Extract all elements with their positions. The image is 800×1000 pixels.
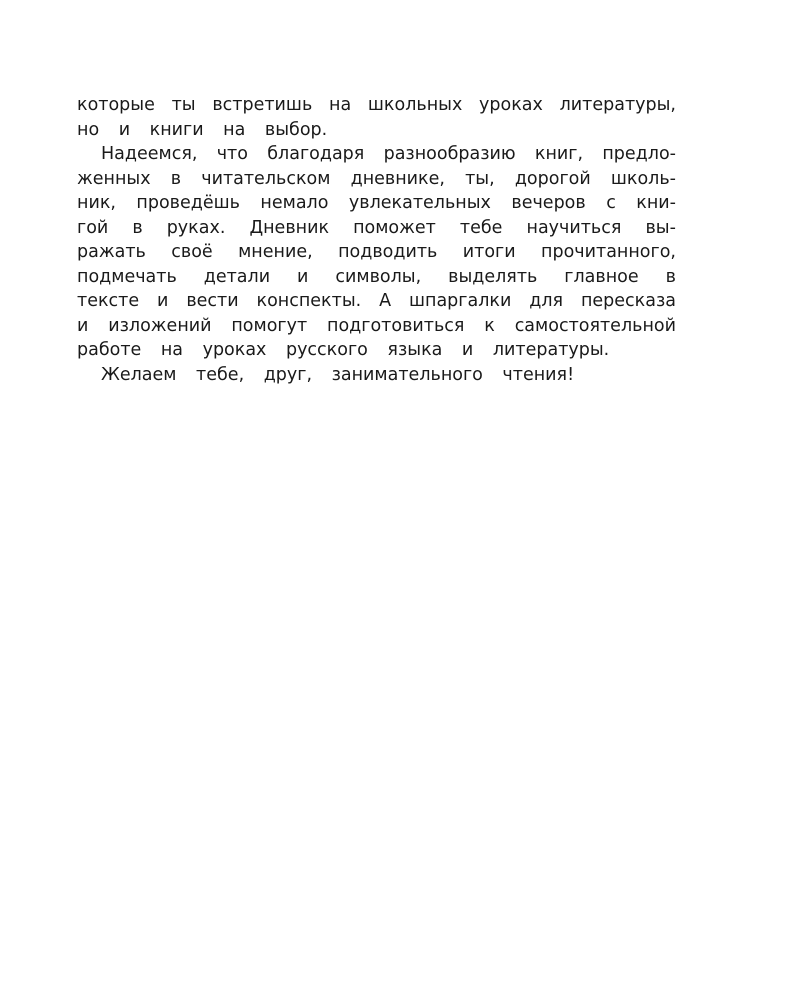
text-line: Надеемся, что благодаря разнообразию книг, предло- bbox=[101, 144, 676, 164]
text-line: которые ты встретишь на школьных уроках литературы, bbox=[77, 95, 676, 115]
text-line: Желаем тебе, друг, занимательного чтения! bbox=[101, 364, 575, 385]
body-text bbox=[77, 93, 676, 387]
text-line: ражать своё мнение, подводить итоги прочитанного, bbox=[77, 242, 676, 262]
text-line: ник, проведёшь немало увлекательных вечеров с кни- bbox=[77, 193, 676, 213]
text-line: тексте и вести конспекты. А шпаргалки для пересказа bbox=[77, 291, 676, 311]
text-line: работе на уроках русского языка и литературы. bbox=[77, 340, 610, 360]
text-line: подмечать детали и символы, выделять главное в bbox=[77, 266, 676, 287]
text-line: но и книги на выбор. bbox=[77, 119, 328, 140]
paragraph bbox=[77, 363, 676, 388]
text-line: гой в руках. Дневник поможет тебе научиться вы- bbox=[77, 217, 676, 238]
paragraph bbox=[77, 142, 676, 363]
text-line: женных в читательском дневнике, ты, дорогой школь- bbox=[77, 168, 676, 189]
paragraph bbox=[77, 93, 676, 142]
text-line: и изложений помогут подготовиться к самостоятельной bbox=[77, 315, 676, 336]
